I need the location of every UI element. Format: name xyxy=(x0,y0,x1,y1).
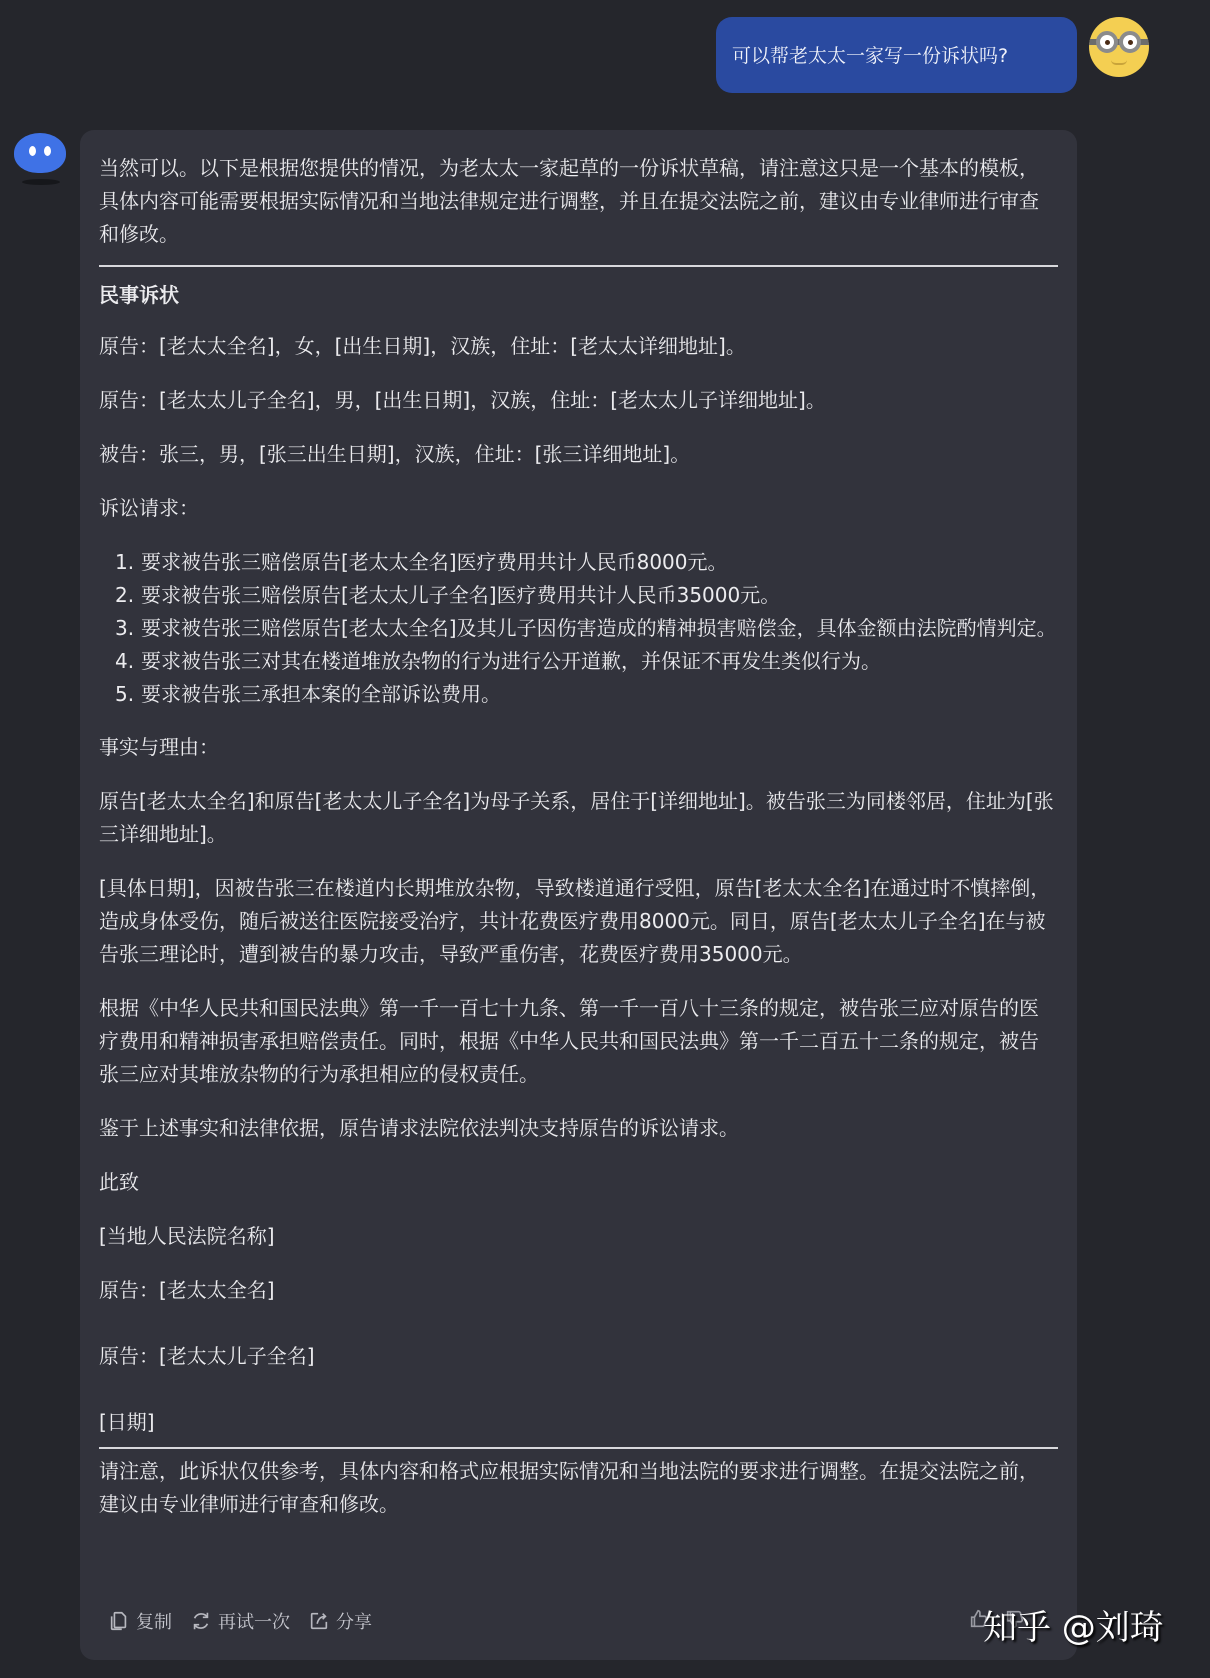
complaint-date: [日期] xyxy=(99,1410,155,1434)
claims-heading: 诉讼请求： xyxy=(99,496,199,520)
bot-avatar-shadow xyxy=(22,179,60,185)
message-action-bar xyxy=(108,1608,372,1634)
signature-plaintiff-1: 原告：[老太太全名] xyxy=(99,1278,275,1302)
user-avatar xyxy=(1089,17,1149,77)
copy-button[interactable] xyxy=(108,1608,172,1634)
avatar-mouth xyxy=(1111,60,1127,65)
intro-paragraph: 当然可以。以下是根据您提供的情况，为老太太一家起草的一份诉状草稿，请注意这只是一个基本的模板，具体内容可能需要根据实际情况和当地法律规定进行调整，并且在提交法院之前，建议由专业律师进行审查和修改。 xyxy=(99,156,1039,246)
retry-label: 再试一次 xyxy=(218,1612,290,1633)
bot-avatar-eye-right xyxy=(44,146,51,156)
claim-item: 4. 要求被告张三对其在楼道堆放杂物的行为进行公开道歉，并保证不再发生类似行为。 xyxy=(115,649,881,673)
share-label: 分享 xyxy=(336,1612,372,1633)
divider-top xyxy=(99,265,1058,267)
claim-item: 5. 要求被告张三承担本案的全部诉讼费用。 xyxy=(115,682,501,706)
party-plaintiff-1: 原告：[老太太全名]，女，[出生日期]，汉族，住址：[老太太详细地址]。 xyxy=(99,334,746,358)
claim-item: 1. 要求被告张三赔偿原告[老太太全名]医疗费用共计人民币8000元。 xyxy=(115,550,728,574)
closing-salutation: 此致 xyxy=(99,1170,139,1194)
bot-message-content xyxy=(99,152,1058,1521)
avatar-goggle-right xyxy=(1119,31,1141,53)
bot-avatar-eye-left xyxy=(29,146,36,156)
disclaimer-paragraph: 请注意，此诉状仅供参考，具体内容和格式应根据实际情况和当地法院的要求进行调整。在提交法院之前，建议由专业律师进行审查和修改。 xyxy=(99,1459,1039,1516)
party-defendant: 被告：张三，男，[张三出生日期]，汉族，住址：[张三详细地址]。 xyxy=(99,442,691,466)
share-button[interactable] xyxy=(308,1608,372,1634)
facts-paragraph: [具体日期]，因被告张三在楼道内长期堆放杂物，导致楼道通行受阻，原告[老太太全名]在通过时不慎摔倒，造成身体受伤，随后被送往医院接受治疗，共计花费医疗费用8000元。同日，原告[老太太儿子全名]在与被告张三理论时，遭到被告的暴力攻击，导致严重伤害，花费医疗费用35000元。 xyxy=(99,876,1051,966)
complaint-title: 民事诉状 xyxy=(99,283,179,307)
facts-paragraph: 根据《中华人民共和国民法典》第一千一百七十九条、第一千一百八十三条的规定，被告张三应对原告的医疗费用和精神损害承担赔偿责任。同时，根据《中华人民共和国民法典》第一千二百五十二条的规定，被告张三应对其堆放杂物的行为承担相应的侵权责任。 xyxy=(99,996,1039,1086)
copy-label: 复制 xyxy=(136,1612,172,1633)
signature-plaintiff-2: 原告：[老太太儿子全名] xyxy=(99,1344,315,1368)
retry-button[interactable] xyxy=(190,1608,290,1634)
user-message-row xyxy=(716,17,1077,93)
court-name: [当地人民法院名称] xyxy=(99,1224,275,1248)
bot-avatar xyxy=(14,133,66,173)
user-message-bubble xyxy=(716,17,1077,93)
facts-paragraph: 鉴于上述事实和法律依据，原告请求法院依法判决支持原告的诉讼请求。 xyxy=(99,1116,739,1140)
share-icon xyxy=(308,1610,330,1632)
copy-icon xyxy=(108,1610,130,1632)
zhihu-watermark: 知乎 @刘琦 xyxy=(983,1608,1164,1648)
facts-paragraph: 原告[老太太全名]和原告[老太太儿子全名]为母子关系，居住于[详细地址]。被告张三为同楼邻居，住址为[张三详细地址]。 xyxy=(99,789,1054,846)
refresh-icon xyxy=(190,1610,212,1632)
user-message-text: 可以帮老太太一家写一份诉状吗? xyxy=(732,45,1009,67)
divider-bottom xyxy=(99,1447,1058,1449)
party-plaintiff-2: 原告：[老太太儿子全名]，男，[出生日期]，汉族，住址：[老太太儿子详细地址]。 xyxy=(99,388,826,412)
claim-item: 3. 要求被告张三赔偿原告[老太太全名]及其儿子因伤害造成的精神损害赔偿金，具体金额由法院酌情判定。 xyxy=(115,616,1057,640)
claim-item: 2. 要求被告张三赔偿原告[老太太儿子全名]医疗费用共计人民币35000元。 xyxy=(115,583,781,607)
bot-message-card xyxy=(80,130,1077,1660)
avatar-goggle-left xyxy=(1096,31,1118,53)
facts-heading: 事实与理由： xyxy=(99,735,219,759)
claims-list xyxy=(99,546,1058,711)
